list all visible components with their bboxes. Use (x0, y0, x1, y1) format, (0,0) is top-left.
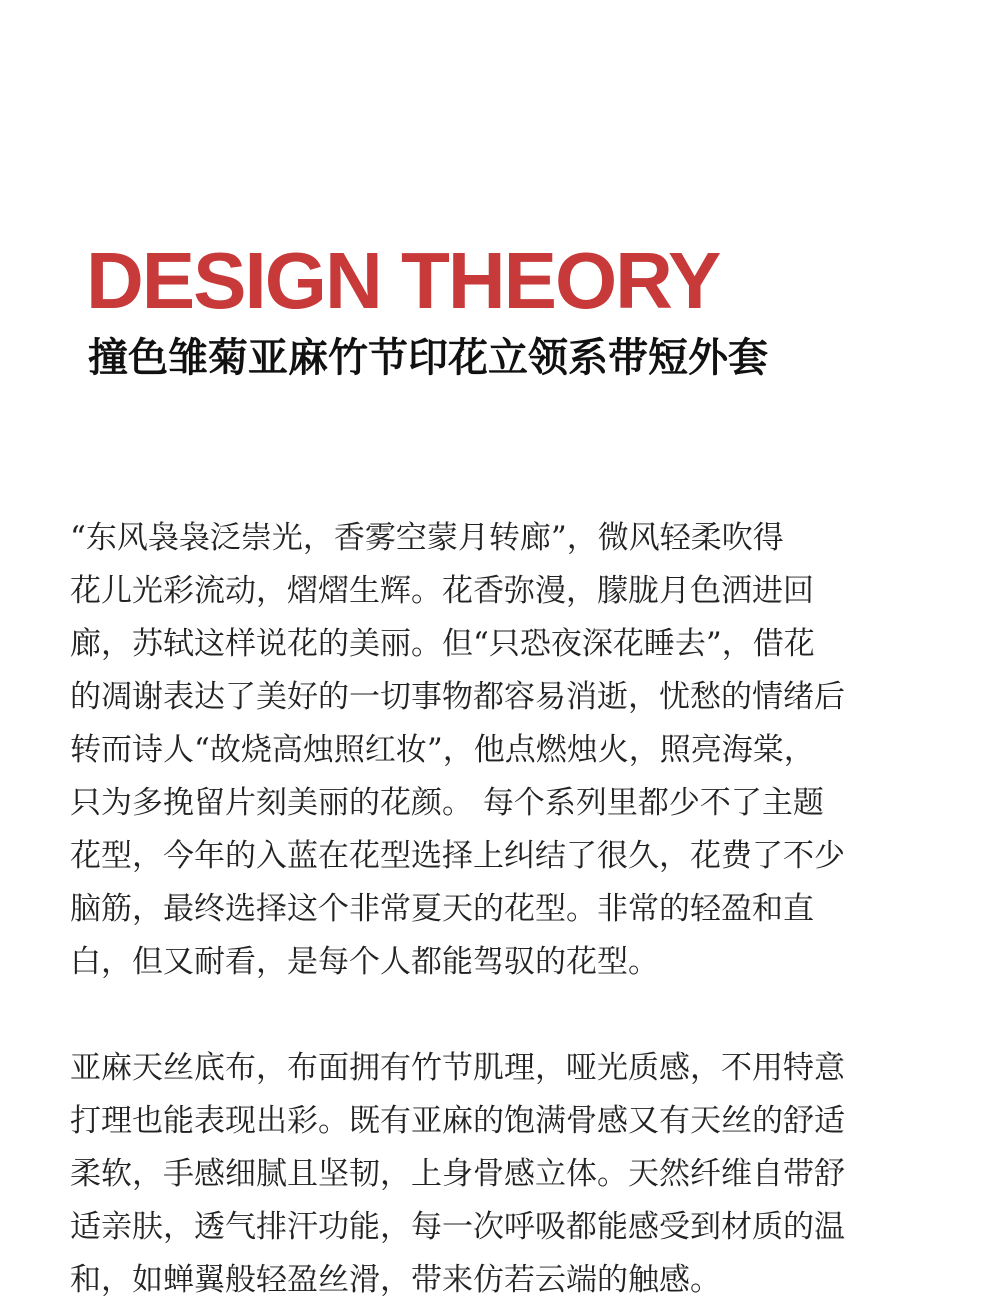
paragraph-line: 廊，苏轼这样说花的美丽。但“只恐夜深花睡去”，借花 (70, 626, 815, 662)
english-heading: DESIGN THEORY (86, 236, 720, 325)
paragraph-line: 白，但又耐看，是每个人都能驾驭的花型。 (70, 944, 659, 980)
paragraph-line: 打理也能表现出彩。既有亚麻的饱满骨感又有天丝的舒适 (70, 1103, 845, 1139)
paragraph-line: 适亲肤，透气排汗功能，每一次呼吸都能感受到材质的温 (70, 1209, 845, 1245)
paragraph-line: 花型，今年的入蓝在花型选择上纠结了很久，花费了不少 (70, 838, 845, 874)
paragraph-poetry (70, 512, 920, 989)
chinese-title: 撞色雏菊亚麻竹节印花立领系带短外套 (88, 335, 768, 381)
paragraph-line: 的凋谢表达了美好的一切事物都容易消逝，忧愁的情绪后 (70, 679, 845, 715)
paragraph-line: 只为多挽留片刻美丽的花颜。 每个系列里都少不了主题 (70, 785, 824, 821)
paragraph-line: “东风袅袅泛崇光，香雾空蒙月转廊”，微风轻柔吹得 (70, 520, 784, 556)
paragraph-fabric (70, 1042, 920, 1307)
paragraph-line: 和，如蝉翼般轻盈丝滑，带来仿若云端的触感。 (70, 1262, 721, 1298)
paragraph-line: 亚麻天丝底布，布面拥有竹节肌理，哑光质感，不用特意 (70, 1050, 845, 1086)
paragraph-line: 脑筋，最终选择这个非常夏天的花型。非常的轻盈和直 (70, 891, 814, 927)
paragraph-line: 花儿光彩流动，熠熠生辉。花香弥漫，朦胧月色洒进回 (70, 573, 814, 609)
paragraph-line: 柔软，手感细腻且坚韧，上身骨感立体。天然纤维自带舒 (70, 1156, 845, 1192)
paragraph-line: 转而诗人“故烧高烛照红妆”，他点燃烛火，照亮海棠， (70, 732, 815, 768)
